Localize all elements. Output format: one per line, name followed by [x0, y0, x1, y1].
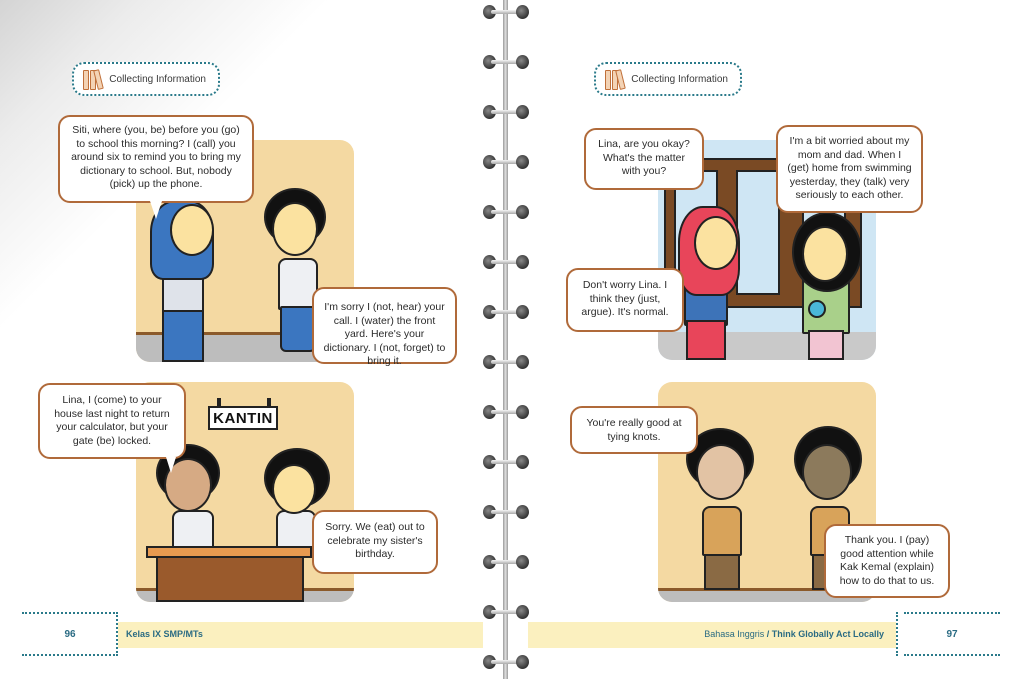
bubble-tail	[150, 201, 162, 219]
chapter-title: Think Globally Act Locally	[771, 629, 884, 639]
page-number-97: 97	[904, 612, 1000, 656]
speech-bubble: Thank you. I (pay) good attention while Kak Kemal (explain) how to do that to us.	[824, 524, 950, 598]
book-level-label: Kelas IX SMP/MTs	[126, 629, 203, 639]
counter	[156, 556, 304, 602]
bubble-tail	[166, 457, 176, 473]
footer-title: Bahasa Inggris / Think Globally Act Locally	[704, 629, 884, 639]
books-icon	[82, 68, 101, 90]
section-badge	[594, 62, 742, 96]
speech-bubble: You're really good at tying knots.	[570, 406, 698, 454]
section-badge	[72, 62, 220, 96]
speech-bubble: I'm a bit worried about my mom and dad. When I (get) home from swimming yesterday, they (talk) very seriously to each other.	[776, 125, 923, 213]
speech-bubble: Don't worry Lina. I think they (just, argue). It's normal.	[566, 268, 684, 332]
speech-bubble: Lina, are you okay? What's the matter with you?	[584, 128, 704, 190]
speech-bubble: Lina, I (come) to your house last night to return your calculator, but your gate (be) locked.	[38, 383, 186, 459]
speech-bubble: I'm sorry I (not, hear) your call. I (water) the front yard. Here's your dictionary. I (not, forget) to bring it.	[312, 287, 457, 364]
right-page	[510, 0, 1009, 679]
speech-bubble: Sorry. We (eat) out to celebrate my sister's birthday.	[312, 510, 438, 574]
section-badge-label: Collecting Information	[631, 73, 728, 85]
subject-label: Bahasa Inggris	[704, 629, 765, 639]
section-badge-label: Collecting Information	[109, 73, 206, 85]
spiral-spine	[503, 0, 508, 679]
page-number-96: 96	[22, 612, 118, 656]
books-icon	[604, 68, 623, 90]
speech-bubble: Siti, where (you, be) before you (go) to school this morning? I (call) you around six to remind you to bring my dictionary to school. But, nobody (pick) up the phone.	[58, 115, 254, 203]
kantin-sign: KANTIN	[208, 406, 278, 430]
left-page	[0, 0, 500, 679]
